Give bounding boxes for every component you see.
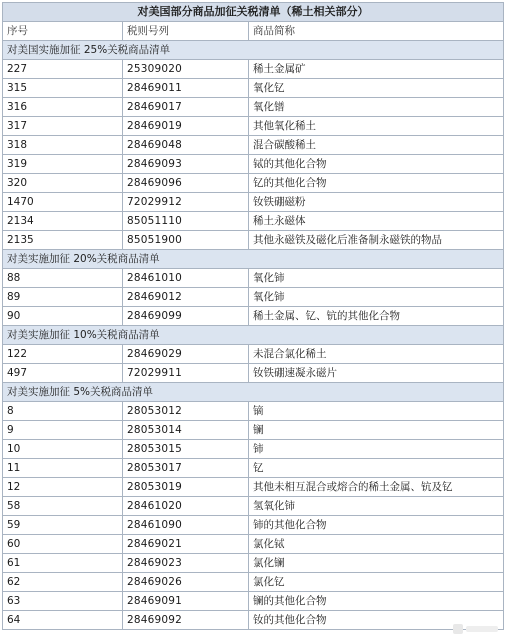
cell-index: 317 bbox=[3, 117, 123, 136]
cell-product-name: 铈 bbox=[249, 440, 504, 459]
cell-tariff-code: 28053019 bbox=[123, 478, 249, 497]
table-row bbox=[3, 288, 504, 307]
table-row bbox=[3, 497, 504, 516]
tariff-table-body bbox=[3, 3, 504, 630]
cell-tariff-code: 85051900 bbox=[123, 231, 249, 250]
cell-product-name: 钕的其他化合物 bbox=[249, 611, 504, 630]
tariff-table bbox=[2, 2, 504, 630]
cell-product-name: 氧化铈 bbox=[249, 288, 504, 307]
cell-tariff-code: 85051110 bbox=[123, 212, 249, 231]
table-row bbox=[3, 212, 504, 231]
cell-index: 319 bbox=[3, 155, 123, 174]
cell-tariff-code: 28469092 bbox=[123, 611, 249, 630]
table-row bbox=[3, 269, 504, 288]
cell-product-name: 氯化铽 bbox=[249, 535, 504, 554]
cell-index: 58 bbox=[3, 497, 123, 516]
table-row bbox=[3, 155, 504, 174]
cell-tariff-code: 28469026 bbox=[123, 573, 249, 592]
cell-index: 11 bbox=[3, 459, 123, 478]
cell-index: 90 bbox=[3, 307, 123, 326]
section-header: 对美国实施加征 25%关税商品清单 bbox=[3, 41, 504, 60]
table-row bbox=[3, 573, 504, 592]
cell-tariff-code: 25309020 bbox=[123, 60, 249, 79]
cell-product-name: 钕铁硼速凝永磁片 bbox=[249, 364, 504, 383]
section-header: 对美实施加征 5%关税商品清单 bbox=[3, 383, 504, 402]
column-header-index: 序号 bbox=[3, 22, 123, 41]
table-row bbox=[3, 79, 504, 98]
cell-tariff-code: 28461010 bbox=[123, 269, 249, 288]
cell-tariff-code: 28469048 bbox=[123, 136, 249, 155]
section-header-row bbox=[3, 326, 504, 345]
cell-tariff-code: 28469019 bbox=[123, 117, 249, 136]
table-row bbox=[3, 98, 504, 117]
cell-tariff-code: 28469091 bbox=[123, 592, 249, 611]
cell-index: 315 bbox=[3, 79, 123, 98]
cell-product-name: 稀土金属、钇、钪的其他化合物 bbox=[249, 307, 504, 326]
cell-tariff-code: 28469023 bbox=[123, 554, 249, 573]
table-row bbox=[3, 459, 504, 478]
table-row bbox=[3, 136, 504, 155]
cell-tariff-code: 28469012 bbox=[123, 288, 249, 307]
cell-index: 63 bbox=[3, 592, 123, 611]
cell-product-name: 稀土金属矿 bbox=[249, 60, 504, 79]
cell-index: 60 bbox=[3, 535, 123, 554]
cell-index: 497 bbox=[3, 364, 123, 383]
cell-index: 2135 bbox=[3, 231, 123, 250]
cell-index: 12 bbox=[3, 478, 123, 497]
column-header-tariff-code: 税则号列 bbox=[123, 22, 249, 41]
cell-index: 59 bbox=[3, 516, 123, 535]
cell-index: 61 bbox=[3, 554, 123, 573]
cell-tariff-code: 28461020 bbox=[123, 497, 249, 516]
cell-product-name: 钇 bbox=[249, 459, 504, 478]
table-row bbox=[3, 554, 504, 573]
cell-product-name: 铽的其他化合物 bbox=[249, 155, 504, 174]
table-row bbox=[3, 440, 504, 459]
cell-tariff-code: 28461090 bbox=[123, 516, 249, 535]
table-row bbox=[3, 60, 504, 79]
cell-index: 318 bbox=[3, 136, 123, 155]
cell-index: 227 bbox=[3, 60, 123, 79]
section-header-row bbox=[3, 250, 504, 269]
cell-product-name: 铈的其他化合物 bbox=[249, 516, 504, 535]
section-header: 对美实施加征 20%关税商品清单 bbox=[3, 250, 504, 269]
cell-index: 1470 bbox=[3, 193, 123, 212]
table-row bbox=[3, 231, 504, 250]
table-row bbox=[3, 535, 504, 554]
cell-index: 9 bbox=[3, 421, 123, 440]
column-header-row bbox=[3, 22, 504, 41]
cell-tariff-code: 28469096 bbox=[123, 174, 249, 193]
cell-index: 122 bbox=[3, 345, 123, 364]
cell-product-name: 氢氧化铈 bbox=[249, 497, 504, 516]
cell-product-name: 稀土永磁体 bbox=[249, 212, 504, 231]
cell-product-name: 镧 bbox=[249, 421, 504, 440]
cell-product-name: 氧化钇 bbox=[249, 79, 504, 98]
cell-product-name: 氧化铈 bbox=[249, 269, 504, 288]
cell-tariff-code: 28053012 bbox=[123, 402, 249, 421]
table-title-row bbox=[3, 3, 504, 22]
cell-tariff-code: 28469093 bbox=[123, 155, 249, 174]
table-row bbox=[3, 193, 504, 212]
cell-index: 62 bbox=[3, 573, 123, 592]
column-header-product-name: 商品简称 bbox=[249, 22, 504, 41]
cell-index: 64 bbox=[3, 611, 123, 630]
cell-product-name: 钇的其他化合物 bbox=[249, 174, 504, 193]
cell-product-name: 混合碳酸稀土 bbox=[249, 136, 504, 155]
section-header: 对美实施加征 10%关税商品清单 bbox=[3, 326, 504, 345]
table-row bbox=[3, 364, 504, 383]
cell-index: 316 bbox=[3, 98, 123, 117]
cell-tariff-code: 28469011 bbox=[123, 79, 249, 98]
table-row bbox=[3, 345, 504, 364]
table-row bbox=[3, 117, 504, 136]
cell-index: 89 bbox=[3, 288, 123, 307]
cell-product-name: 镝 bbox=[249, 402, 504, 421]
cell-index: 2134 bbox=[3, 212, 123, 231]
cell-tariff-code: 28053014 bbox=[123, 421, 249, 440]
table-row bbox=[3, 478, 504, 497]
cell-tariff-code: 28053017 bbox=[123, 459, 249, 478]
cell-product-name: 其他氧化稀土 bbox=[249, 117, 504, 136]
table-title: 对美国部分商品加征关税清单（稀土相关部分） bbox=[3, 3, 504, 22]
table-row bbox=[3, 516, 504, 535]
cell-index: 88 bbox=[3, 269, 123, 288]
cell-tariff-code: 28053015 bbox=[123, 440, 249, 459]
section-header-row bbox=[3, 41, 504, 60]
cell-tariff-code: 72029912 bbox=[123, 193, 249, 212]
cell-product-name: 镧的其他化合物 bbox=[249, 592, 504, 611]
cell-product-name: 其他未相互混合或熔合的稀土金属、钪及钇 bbox=[249, 478, 504, 497]
cell-product-name: 其他永磁铁及磁化后准备制永磁铁的物品 bbox=[249, 231, 504, 250]
cell-product-name: 氯化钇 bbox=[249, 573, 504, 592]
section-header-row bbox=[3, 383, 504, 402]
cell-index: 320 bbox=[3, 174, 123, 193]
cell-product-name: 钕铁硼磁粉 bbox=[249, 193, 504, 212]
watermark-logo bbox=[453, 622, 499, 636]
table-row bbox=[3, 611, 504, 630]
cell-tariff-code: 28469017 bbox=[123, 98, 249, 117]
cell-product-name: 未混合氯化稀土 bbox=[249, 345, 504, 364]
table-row bbox=[3, 174, 504, 193]
table-row bbox=[3, 592, 504, 611]
cell-product-name: 氧化镨 bbox=[249, 98, 504, 117]
cell-tariff-code: 72029911 bbox=[123, 364, 249, 383]
cell-product-name: 氯化镧 bbox=[249, 554, 504, 573]
table-row bbox=[3, 402, 504, 421]
cell-index: 10 bbox=[3, 440, 123, 459]
table-row bbox=[3, 421, 504, 440]
cell-tariff-code: 28469021 bbox=[123, 535, 249, 554]
cell-index: 8 bbox=[3, 402, 123, 421]
cell-tariff-code: 28469029 bbox=[123, 345, 249, 364]
cell-tariff-code: 28469099 bbox=[123, 307, 249, 326]
table-row bbox=[3, 307, 504, 326]
